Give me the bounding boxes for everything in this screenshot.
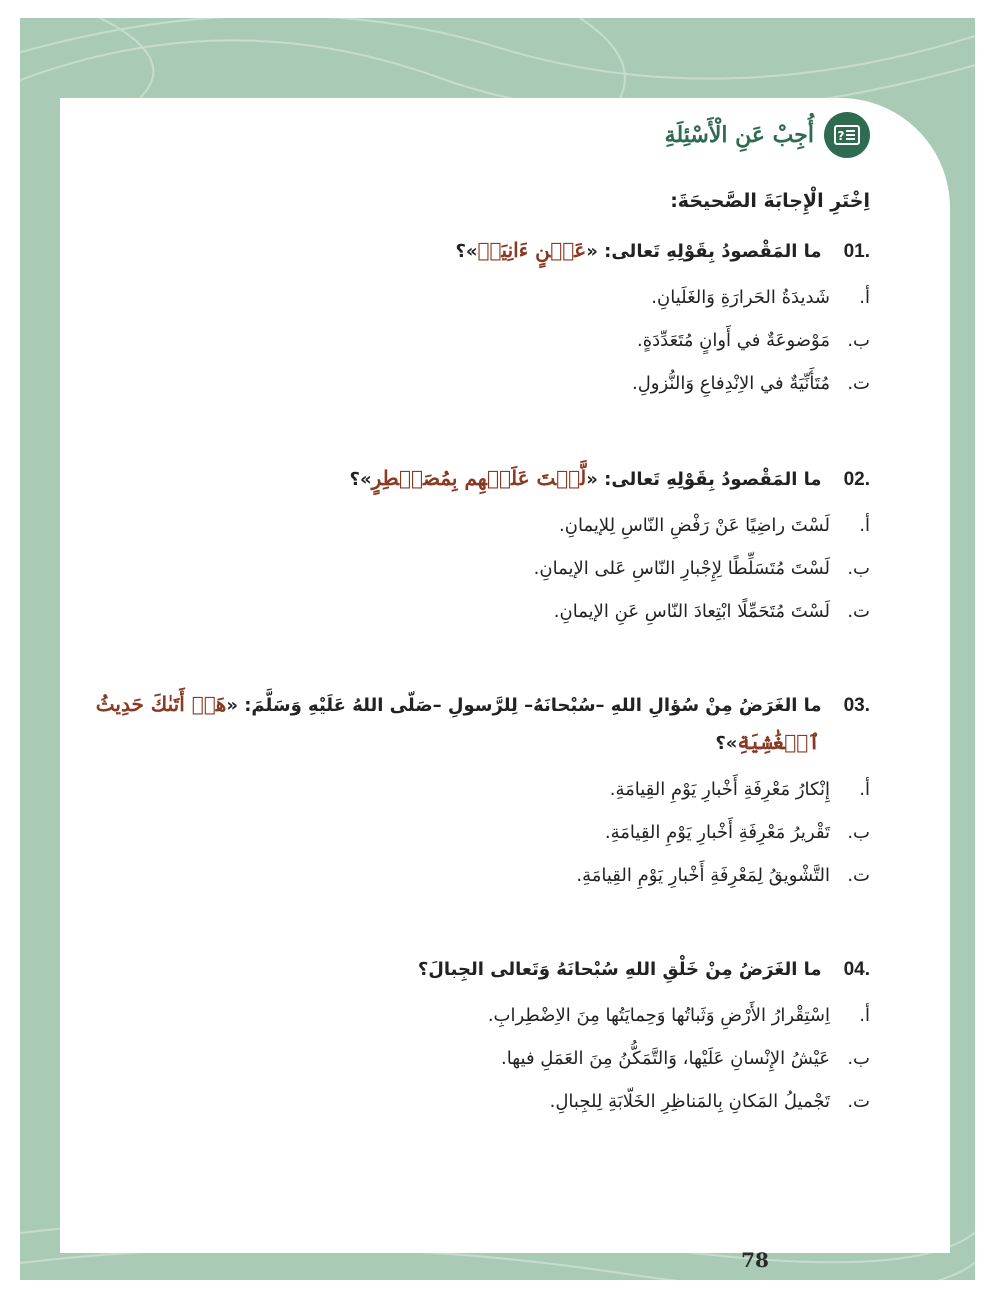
- page-number: 78: [741, 1248, 769, 1272]
- option-c[interactable]: ت. مُتَأَنِّيَةٌ في الاِنْدِفاعِ وَالنُّزولِ.: [631, 373, 870, 394]
- question-text: ما الغَرَضُ مِنْ سُؤالِ اللهِ –سُبْحانَهُ– لِلرَّسولِ –صَلّى اللهُ عَلَيْهِ وَسَلَّمَ: «هَلۡ أَتَىٰكَ حَدِيثُ: [95, 692, 822, 716]
- question-text: ما المَقْصودُ بِقَوْلِهِ تَعالى: «عَيۡنٍ ءَانِيَةٖ»؟: [455, 238, 822, 262]
- quran-verse: هَلۡ أَتَىٰكَ حَدِيثُ: [95, 692, 227, 716]
- question-text: ما الغَرَضُ مِنْ خَلْقِ اللهِ سُبْحانَهُ وَتَعالى الجِبالَ؟: [417, 959, 822, 980]
- option-a[interactable]: أ. إِنْكارُ مَعْرِفَةِ أَخْبارِ يَوْمِ القِيامَةِ.: [609, 779, 870, 800]
- option-a[interactable]: أ. شَديدَةُ الحَرارَةِ وَالغَلَيانِ.: [651, 287, 870, 308]
- options-list: [60, 994, 870, 1123]
- option-a[interactable]: أ. اِسْتِقْرارُ الأَرْضِ وَثَباتُها وَحِمايَتُها مِنَ الاِضْطِرابِ.: [487, 1005, 870, 1026]
- option-c[interactable]: ت. لَسْتَ مُتَحَمِّلًا ابْتِعادَ النّاسِ عَنِ الإيمانِ.: [553, 601, 870, 622]
- question-1: [60, 232, 870, 405]
- question-number: .03: [843, 695, 870, 716]
- question-text: ما المَقْصودُ بِقَوْلِهِ تَعالى: «لَّسۡتَ عَلَيۡهِم بِمُصَيۡطِرٍ»؟: [349, 466, 822, 490]
- options-list: [60, 768, 870, 897]
- option-a[interactable]: أ. لَسْتَ راضِيًا عَنْ رَفْضِ النّاسِ لِلإيمانِ.: [559, 515, 870, 536]
- quran-verse: عَيۡنٍ ءَانِيَةٖ: [477, 238, 587, 262]
- option-b[interactable]: ب. عَيْشُ الإِنْسانِ عَلَيْها، وَالتَّمَكُّنُ مِنَ العَمَلِ فيها.: [501, 1048, 870, 1069]
- option-b[interactable]: ب. مَوْضوعَةٌ في أَوانٍ مُتَعَدِّدَةٍ.: [637, 330, 870, 351]
- options-list: [60, 276, 870, 405]
- question-2: [60, 460, 870, 633]
- quran-verse-continued: ٱلۡغَٰشِيَةِ: [737, 730, 820, 754]
- question-number: .04: [843, 959, 870, 980]
- option-b[interactable]: ب. لَسْتَ مُتَسَلِّطًا لِإِجْبارِ النّاسِ عَلى الإيمانِ.: [533, 558, 870, 579]
- question-number: .02: [843, 469, 870, 490]
- quran-verse: لَّسۡتَ عَلَيۡهِم بِمُصَيۡطِرٍ: [371, 466, 587, 490]
- question-4: [60, 952, 870, 1123]
- svg-text:?: ?: [837, 129, 845, 143]
- section-header: [665, 110, 870, 160]
- exercise-content: [60, 100, 870, 1200]
- section-title: أُجِبْ عَنِ الْأَسْئِلَةِ: [664, 122, 814, 148]
- question-card-icon: [824, 112, 870, 158]
- option-c[interactable]: ت. تَجْميلُ المَكانِ بِالمَناظِرِ الخَلّابَةِ لِلجِبالِ.: [549, 1091, 870, 1112]
- option-b[interactable]: ب. تَقْريرُ مَعْرِفَةِ أَخْبارِ يَوْمِ القِيامَةِ.: [604, 822, 870, 843]
- question-3: [60, 686, 870, 897]
- option-c[interactable]: ت. التَّشْويقُ لِمَعْرِفَةِ أَخْبارِ يَوْمِ القِيامَةِ.: [576, 865, 870, 886]
- options-list: [60, 504, 870, 633]
- question-number: .01: [843, 241, 870, 262]
- question-text-continued: ٱلۡغَٰشِيَةِ»؟: [715, 730, 820, 754]
- instruction: اِخْتَرِ الْإِجابَةَ الصَّحيحَةَ:: [670, 190, 870, 212]
